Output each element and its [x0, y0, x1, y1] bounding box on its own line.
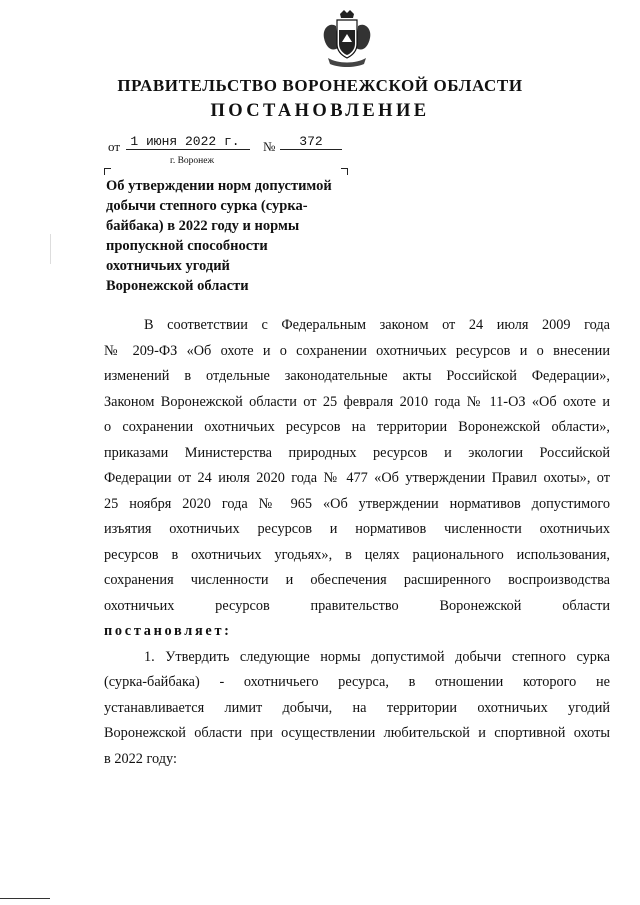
body-line: охотничьих ресурсов правительство Воронежской области [104, 597, 610, 614]
margin-mark [50, 234, 51, 264]
city-label: г. Воронеж [170, 156, 215, 166]
coat-of-arms-emblem [318, 8, 376, 68]
subject-corner-right [341, 168, 348, 175]
document-body [104, 313, 610, 772]
body-line: сохранения численности и обеспечения расширенного воспроизводства [104, 572, 610, 588]
document-type: ПОСТАНОВЛЕНИЕ [210, 101, 430, 121]
footnote-separator [0, 898, 50, 899]
subject-line: байбака) в 2022 году и нормы [106, 218, 300, 234]
date-number-line [108, 134, 368, 156]
subject-line: охотничьих угодий [106, 258, 230, 274]
body-line: (сурка-байбака) - охотничьего ресурса, в отношении которого не [104, 674, 610, 690]
body-line: приказами Министерства природных ресурсов и экологии Российской [104, 444, 610, 461]
date-prefix: от [108, 139, 121, 154]
number-prefix: № [263, 139, 276, 154]
subject-line: Воронежской области [106, 278, 249, 294]
body-line: изменений в отдельные законодательные акты Российской Федерации», [104, 368, 610, 384]
body-line: 1. Утвердить следующие нормы допустимой добычи степного сурка [144, 648, 610, 665]
subject-line: добычи степного сурка (сурка- [106, 198, 308, 214]
decree-keyword: постановляет: [104, 623, 232, 639]
document-number: 372 [299, 134, 323, 149]
organization-title: ПРАВИТЕЛЬСТВО ВОРОНЕЖСКОЙ ОБЛАСТИ [117, 76, 523, 95]
body-line: Законом Воронежской области от 25 февраля 2010 года № 11-ОЗ «Об охоте и [104, 393, 610, 410]
body-line: В соответствии с Федеральным законом от 24 июля 2009 года [144, 317, 610, 333]
body-line: изъятия охотничьих ресурсов и нормативов численности охотничьих [104, 521, 610, 537]
subject-line: Об утверждении норм допустимой [106, 178, 332, 194]
body-line: № 209-ФЗ «Об охоте и о сохранении охотничьих ресурсов и о внесении [104, 342, 610, 359]
body-line: Федерации от 24 июля 2020 года № 477 «Об утверждении Правил охоты», от [104, 470, 610, 486]
date-underline [126, 149, 250, 150]
body-line: о сохранении охотничьих ресурсов на территории Воронежской области», [104, 419, 610, 435]
document-date: 1 июня 2022 г. [130, 134, 240, 149]
number-underline [280, 149, 342, 150]
subject-corner-left [104, 168, 111, 175]
body-line: ресурсов в охотничьих угодьях», в целях рационального использования, [104, 546, 610, 563]
document-subject [106, 176, 356, 296]
body-line: в 2022 году: [104, 750, 177, 767]
body-line: устанавливается лимит добычи, на территории охотничьих угодий [104, 699, 610, 716]
subject-line: пропускной способности [106, 238, 268, 254]
body-line: 25 ноября 2020 года № 965 «Об утверждении нормативов допустимого [104, 495, 610, 512]
body-line: Воронежской области при осуществлении любительской и спортивной охоты [104, 725, 610, 741]
